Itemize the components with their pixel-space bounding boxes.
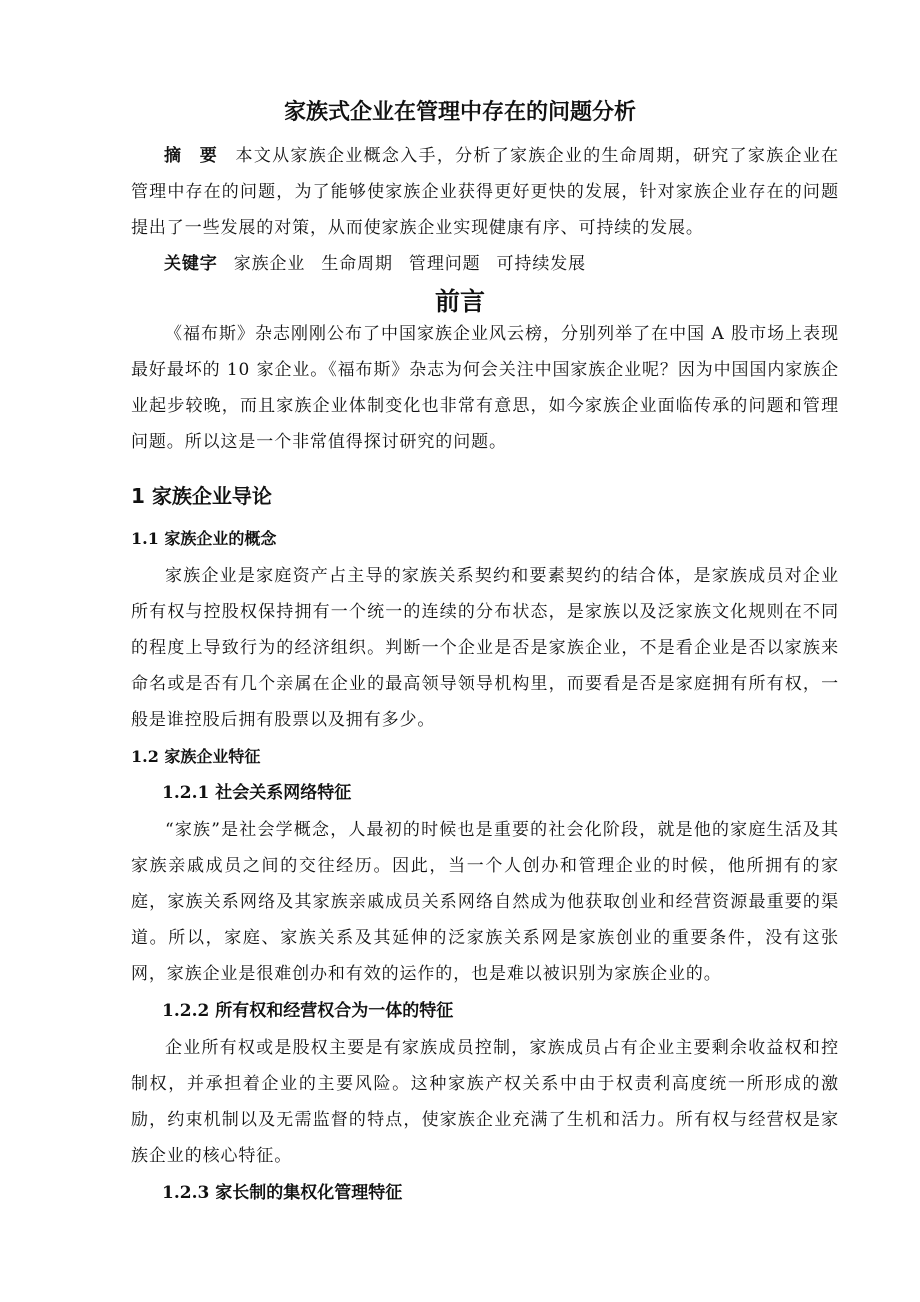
- keyword-item: 可持续发展: [496, 254, 587, 274]
- section-1-2-1-heading: 1.2.1 社会关系网络特征: [162, 783, 352, 803]
- abstract-text: 本文从家族企业概念入手，分析了家族企业的生命周期，研究了家族企业在管理中存在的问题，为了能够使家族企业获得更好更快的发展，针对家族企业存在的问题提出了一些发展的对策，从而使家族企业实现健康有序、可持续的发展。: [131, 146, 840, 238]
- keyword-item: 生命周期: [321, 254, 393, 274]
- abstract-label: 摘 要: [164, 146, 224, 166]
- preface-heading: 前言: [434, 287, 485, 316]
- keyword-item: 管理问题: [408, 254, 481, 274]
- section-1-2-2-paragraph: 企业所有权或是股权主要是有家族成员控制，家族成员占有企业主要剩余收益权和控制权，并承担着企业的主要风险。这种家族产权关系中由于权责利高度统一所形成的激励，约束机制以及无需监督的特点，使家族企业充满了生机和活力。所有权与经营权是家族企业的核心特征。: [131, 1038, 839, 1166]
- section-1-1-heading: 1.1 家族企业的概念: [131, 529, 277, 548]
- keywords-label: 关键字: [164, 254, 218, 274]
- abstract-paragraph: [131, 138, 839, 246]
- preface-paragraph: 《福布斯》杂志刚刚公布了中国家族企业风云榜，分别列举了在中国 A 股市场上表现最好最坏的 10 家企业。《福布斯》杂志为何会关注中国家族企业呢？因为中国国内家族企业起步较晚，而且家族企业体制变化也非常有意思，如今家族企业面临传承的问题和管理问题。所以这是一个非常值得探讨研究的问题。: [131, 324, 839, 452]
- document-title: 家族式企业在管理中存在的问题分析: [283, 100, 636, 125]
- section-1-2-heading: 1.2 家族企业特征: [131, 747, 261, 766]
- keywords-line: [131, 246, 839, 282]
- section-1-2-2-heading: 1.2.2 所有权和经营权合为一体的特征: [162, 1001, 454, 1021]
- section-1-2-1-paragraph: “家族”是社会学概念，人最初的时候也是重要的社会化阶段，就是他的家庭生活及其家族亲戚成员之间的交往经历。因此，当一个人创办和管理企业的时候，他所拥有的家庭，家族关系网络及其家族亲戚成员关系网络自然成为他获取创业和经营资源最重要的渠道。所以，家庭、家族关系及其延伸的泛家族关系网是家族创业的重要条件，没有这张网，家族企业是很难创办和有效的运作的，也是难以被识别为家族企业的。: [131, 820, 839, 984]
- section-1-2-3-heading: 1.2.3 家长制的集权化管理特征: [162, 1183, 403, 1203]
- section-1-1-paragraph: 家族企业是家庭资产占主导的家族关系契约和要素契约的结合体，是家族成员对企业所有权与控股权保持拥有一个统一的连续的分布状态，是家族以及泛家族文化规则在不同的程度上导致行为的经济组织。判断一个企业是否是家族企业，不是看企业是否以家族来命名或是否有几个亲属在企业的最高领导领导机构里，而要看是否是家庭拥有所有权，一般是谁控股后拥有股票以及拥有多少。: [131, 566, 839, 730]
- section-1-heading: 1 家族企业导论: [131, 484, 272, 508]
- keyword-item: 家族企业: [233, 254, 306, 274]
